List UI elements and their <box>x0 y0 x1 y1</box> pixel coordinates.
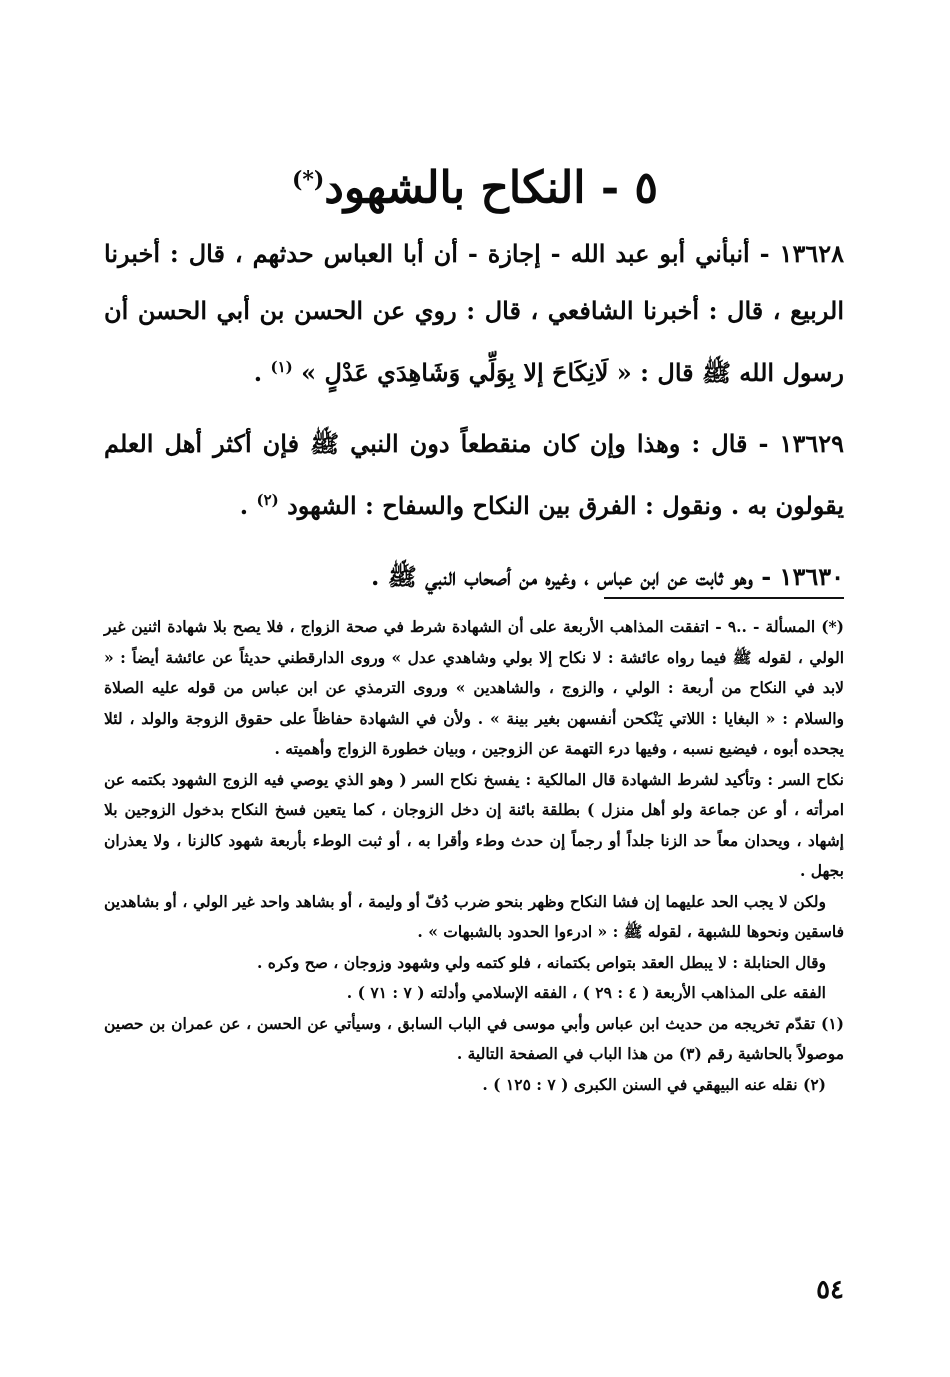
footnote-1: (١) تقدّم تخريجه من حديث ابن عباس وأبي موسى في الباب السابق ، وسيأتي عن الحسن ، عن عمران بن حصين موصولاً بالحاشية رقم (٣) من هذا الباب في الصفحة التالية . <box>104 1013 844 1063</box>
footnote-2: (٢) نقله عنه البيهقي في السنن الكبرى ( ٧ : ١٢٥ ) . <box>482 1074 826 1094</box>
paragraph-end: . <box>253 358 271 387</box>
main-text <box>104 225 844 619</box>
footnote-secret-marriage: نكاح السر : وتأكيد لشرط الشهادة قال المالكية : يفسخ نكاح السر ( وهو الذي يوصي فيه الزوج الشهود بكتمه عن امرأته ، أو عن جماعة ولو أهل منزل ) بطلقة بائنة إن دخل الزوجان ، كما يتعين فسخ النكاح بدخول الزوجين بلا إشهاد ، ويحدان معاً حد الزنا جلداً أو رجماً إن حدث وطء وأقرا به ، أو ثبت الوطء بأربعة شهود كالزنا ، ولا يعذران بجهل . <box>104 769 844 880</box>
footnote-hadd: ولكن لا يجب الحد عليهما إن فشا النكاح وظهر بنحو ضرب دُفّ أو وليمة ، أو بشاهد واحد غير الولي ، أو بشاهدين فاسقين ونحوها للشبهة ، لقوله ﷺ : « ادرءوا الحدود بالشبهات » . <box>104 891 844 941</box>
paragraph-text: ١٣٦٣٠ - وهو ثابت عن ابن عباس ، وغيره من أصحاب النبي ﷺ . <box>371 562 844 591</box>
footnote-ref: (٢) <box>256 491 279 509</box>
chapter-title <box>0 148 950 221</box>
title-footnote-mark: (*) <box>291 167 325 193</box>
footnote-ref: (١) <box>270 358 293 376</box>
paragraph-text: ١٣٦٢٩ - قال : وهذا وإن كان منقطعاً دون النبي ﷺ فإن أكثر أهل العلم يقولون به . ونقول : الفرق بين النكاح والسفاح : الشهود <box>104 429 844 520</box>
footnote-star: (*) المسألة - ..٩ - اتفقت المذاهب الأربعة على أن الشهادة شرط في صحة الزواج ، فلا يصح بلا شهادة اثنين غير الولي ، لقوله ﷺ فيما رواه عائشة : لا نكاح إلا بولي وشاهدي عدل » وروى الدارقطني حديثاً عن عائشة أيضاً : « لابد في النكاح من أربعة : الولي ، والزوج ، والشاهدين » وروى الترمذي عن ابن عباس من قوله عليه الصلاة والسلام : « البغايا : اللاتي يَنْكحن أنفسهن بغير بينة » . ولأن في الشهادة حفاظاً على حقوق الزوجة والولد ، لئلا يجحده أبوه ، فيضيع نسبه ، وفيها درء التهمة عن الزوجين ، وبيان خطورة الزواج وأهميته . <box>104 617 844 758</box>
footnotes <box>104 612 844 1100</box>
chapter-title-text: ٥ - النكاح بالشهود <box>324 162 659 214</box>
paragraph-text: ١٣٦٢٨ - أنبأني أبو عبد الله - إجازة - أن أبا العباس حدثهم ، قال : أخبرنا الربيع ، قال : أخبرنا الشافعي ، قال : روي عن الحسن بن أبي الحسن أن رسول الله ﷺ قال : « لَانِكَاحَ إلا بِوَلِّي وَشَاهِدَي عَدْلٍ » <box>104 239 844 387</box>
footnote-separator <box>604 597 844 599</box>
footnote-sources: الفقه على المذاهب الأربعة ( ٤ : ٢٩ ) ، الفقه الإسلامي وأدلته ( ٧ : ٧١ ) . <box>346 983 826 1002</box>
paragraph-end: . <box>239 491 257 520</box>
paragraph-13629 <box>104 415 844 534</box>
footnote-hanbali: وقال الحنابلة : لا يبطل العقد بتواص بكتمانه ، فلو كتمه ولي وشهود وزوجان ، صح وكره . <box>257 952 826 972</box>
page-number: ٥٤ <box>816 1275 844 1305</box>
paragraph-13628 <box>104 225 844 401</box>
